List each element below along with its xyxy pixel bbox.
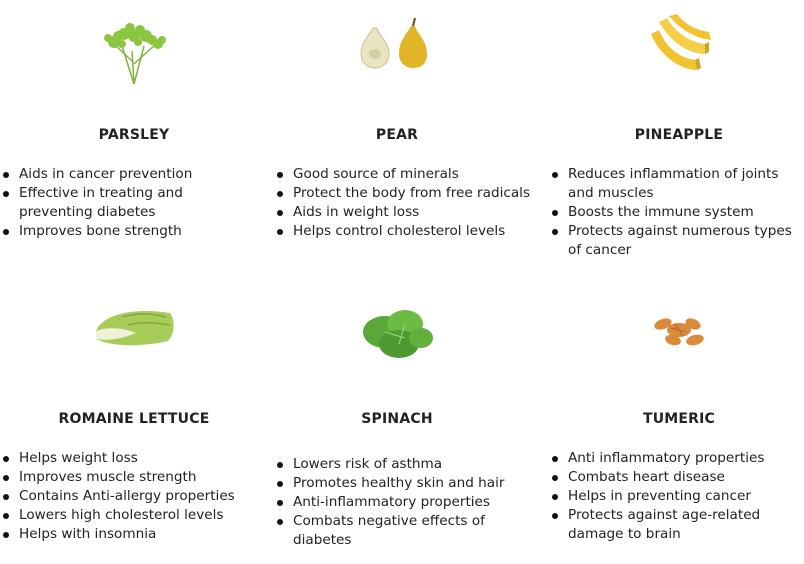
benefit-list — [274, 165, 536, 241]
list-item: Aids in weight loss — [274, 203, 536, 222]
list-item: Protect the body from free radicals — [274, 184, 536, 203]
list-item: Contains Anti-allergy properties — [0, 487, 250, 506]
list-item: Improves muscle strength — [0, 468, 250, 487]
list-item: Promotes healthy skin and hair — [274, 474, 539, 493]
benefit-list — [549, 165, 804, 260]
list-item: Effective in treating and preventing diabetes — [0, 184, 250, 222]
list-item: Boosts the immune system — [549, 203, 804, 222]
list-item: Helps weight loss — [0, 449, 250, 468]
list-item: Protects against numerous types of cancer — [549, 222, 804, 260]
benefit-list — [549, 449, 804, 544]
item-title: PEAR — [375, 127, 419, 143]
list-item: Aids in cancer prevention — [0, 165, 250, 184]
list-item: Combats negative effects of diabetes — [274, 512, 539, 550]
list-item: Anti-inflammatory properties — [274, 493, 539, 512]
pineapple-icon — [545, 14, 804, 76]
item-title: ROMAINE LETTUCE — [58, 411, 210, 427]
item-title: PINEAPPLE — [634, 127, 724, 143]
item-title: SPINACH — [361, 411, 433, 427]
list-item: Improves bone strength — [0, 222, 250, 241]
list-item: Anti inflammatory properties — [549, 449, 804, 468]
benefit-list — [0, 449, 250, 544]
spinach-icon — [263, 300, 531, 364]
item-title: PARSLEY — [98, 127, 170, 143]
tumeric-icon — [545, 310, 804, 350]
romaine-lettuce-icon — [0, 305, 268, 349]
list-item: Protects against age-related damage to brain — [549, 506, 804, 544]
list-item: Good source of minerals — [274, 165, 536, 184]
list-item: Lowers risk of asthma — [274, 455, 539, 474]
benefit-list — [0, 165, 250, 241]
parsley-icon — [0, 16, 268, 86]
item-title: TUMERIC — [642, 411, 716, 427]
list-item: Reduces inflammation of joints and muscles — [549, 165, 804, 203]
list-item: Lowers high cholesterol levels — [0, 506, 250, 525]
pear-icon — [263, 18, 531, 70]
benefit-list — [274, 455, 539, 550]
list-item: Combats heart disease — [549, 468, 804, 487]
list-item: Helps control cholesterol levels — [274, 222, 536, 241]
list-item: Helps in preventing cancer — [549, 487, 804, 506]
list-item: Helps with insomnia — [0, 525, 250, 544]
